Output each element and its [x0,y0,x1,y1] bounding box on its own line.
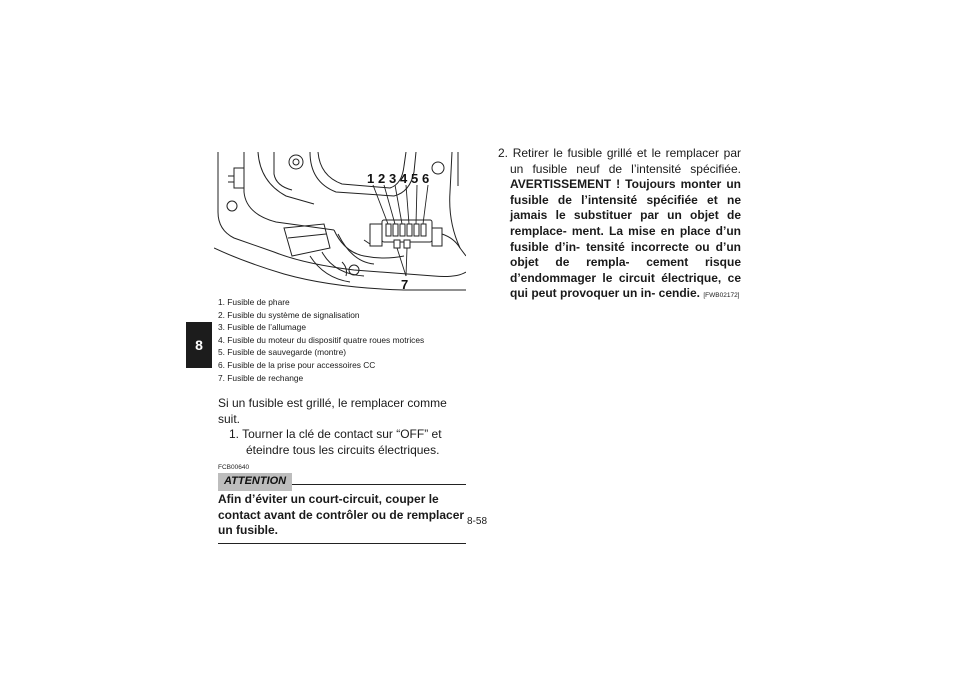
callout-7: 7 [401,277,409,292]
chapter-tab [186,322,212,368]
legend-item: 4. Fusible du moteur du dispositif quatre roues motrices [218,334,425,345]
legend-item: 6. Fusible de la prise pour accessoires CC [218,359,376,370]
attention-header [218,473,466,487]
callout-4: 4 [400,171,408,186]
attention-text: Afin d’éviter un court-circuit, couper le contact avant de contrôler ou de remplacer un fusible. [218,492,466,544]
legend-item: 5. Fusible de sauvegarde (montre) [218,347,347,358]
legend-item: 2. Fusible du système de signalisation [218,309,360,320]
step-2 [498,146,741,304]
callout-5: 5 [411,171,419,186]
chapter-number: 8 [195,337,203,353]
fuse-box-drawing [214,152,466,292]
fuse-box-illustration [214,152,466,292]
warning-code: [FWB02172] [703,292,740,300]
warning-text: AVERTISSEMENT ! Toujours monter un fusible de l’intensité spécifiée et ne jamais le substituer par un objet de remplace- ment. La mise en place d’un fusible d’in- tensité incorrecte ou d’un objet de rempla- cement risque d’endommager le circuit électrique, ce qui peut provoquer un in- cendie. [510,177,741,301]
step-1: 1. Tourner la clé de contact sur “OFF” et éteindre tous les circuits électriques. [229,427,442,457]
page-number: 8-58 [467,516,488,527]
left-column-text [218,396,466,544]
callout-3: 3 [389,171,397,186]
figure-legend [218,296,468,384]
callout-6: 6 [422,171,430,186]
legend-item: 7. Fusible de rechange [218,372,304,383]
step-2-text: 2. Retirer le fusible grillé et le remplacer par un fusible neuf de l’intensité spécifiée. [498,146,741,176]
attention-label: ATTENTION [218,473,292,491]
intro-paragraph: Si un fusible est grillé, le remplacer comme suit. [218,396,447,426]
callout-1: 1 [367,171,375,186]
legend-item: 3. Fusible de l’allumage [218,322,306,333]
legend-item: 1. Fusible de phare [218,297,290,307]
callout-2: 2 [378,171,386,186]
right-column-text [498,146,741,304]
caution-code: FCB00640 [218,464,250,471]
